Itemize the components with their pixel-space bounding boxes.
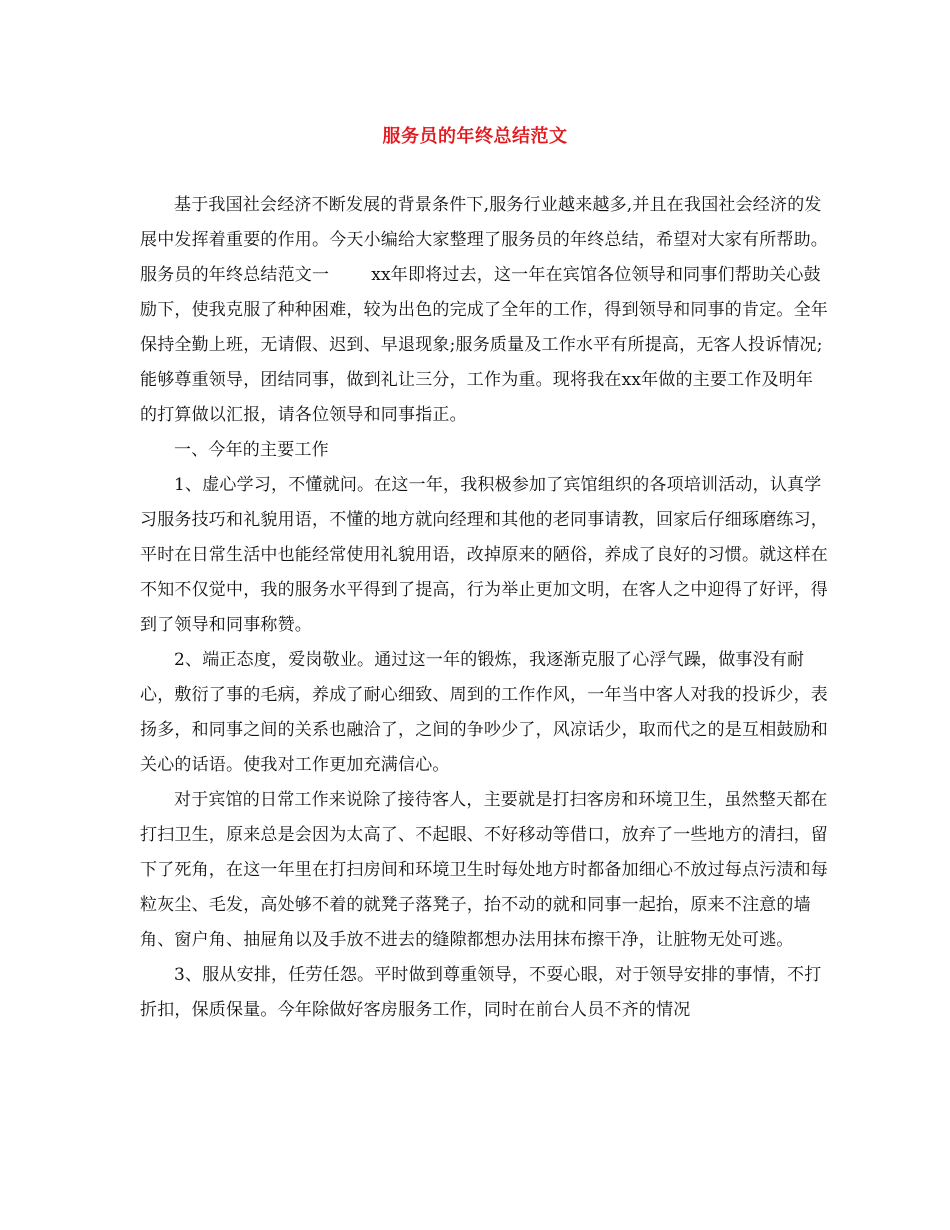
document-body: [140, 188, 830, 1028]
part-one-heading: 一、今年的主要工作: [174, 440, 329, 460]
section-paragraph: [140, 258, 830, 433]
section-heading: 服务员的年终总结范文一: [140, 265, 330, 285]
item-3-paragraph: 3、服从安排，任劳任怨。平时做到尊重领导，不耍心眼，对于领导安排的事情，不打折扣，保质保量。今年除做好客房服务工作，同时在前台人员不齐的情况: [140, 965, 822, 1020]
document-title: 服务员的年终总结范文: [382, 126, 568, 147]
item-2-paragraph: 2、端正态度，爱岗敬业。通过这一年的锻炼，我逐渐克服了心浮气躁，做事没有耐心，敷衍了事的毛病，养成了耐心细致、周到的工作作风，一年当中客人对我的投诉少，表扬多，和同事之间的关系也融洽了，之间的争吵少了，风凉话少，取而代之的是互相鼓励和关心的话语。使我对工作更加充满信心。: [140, 650, 828, 775]
item-1-paragraph: 1、虚心学习，不懂就问。在这一年，我积极参加了宾馆组织的各项培训活动，认真学习服务技巧和礼貌用语，不懂的地方就向经理和其他的老同事请教，回家后仔细琢磨练习，平时在日常生活中也能经常使用礼貌用语，改掉原来的陋俗，养成了良好的习惯。就这样在不知不仅觉中，我的服务水平得到了提高，行为举止更加文明，在客人之中迎得了好评，得到了领导和同事称赞。: [140, 475, 828, 635]
item-2-continuation-paragraph: 对于宾馆的日常工作来说除了接待客人，主要就是打扫客房和环境卫生，虽然整天都在打扫卫生，原来总是会因为太高了、不起眼、不好移动等借口，放弃了一些地方的清扫，留下了死角，在这一年里在打扫房间和环境卫生时每处地方时都备加细心不放过每点污渍和每粒灰尘、毛发，高处够不着的就凳子落凳子，抬不动的就和同事一起抬，原来不注意的墙角、窗户角、抽屉角以及手放不进去的缝隙都想办法用抹布擦干净，让脏物无处可逃。: [140, 790, 828, 950]
intro-paragraph: 基于我国社会经济不断发展的背景条件下,服务行业越来越多,并且在我国社会经济的发展中发挥着重要的作用。今天小编给大家整理了服务员的年终总结，希望对大家有所帮助。: [140, 195, 828, 250]
section-opening: xx年即将过去，这一年在宾馆各位领导和同事们帮助关心鼓励下，使我克服了种种困难，较为出色的完成了全年的工作，得到领导和同事的肯定。全年保持全勤上班，无请假、迟到、早退现象;服务质量及工作水平有所提高，无客人投诉情况;能够尊重领导，团结同事，做到礼让三分，工作为重。现将我在xx年做的主要工作及明年的打算做以汇报，请各位领导和同事指正。: [140, 265, 828, 425]
